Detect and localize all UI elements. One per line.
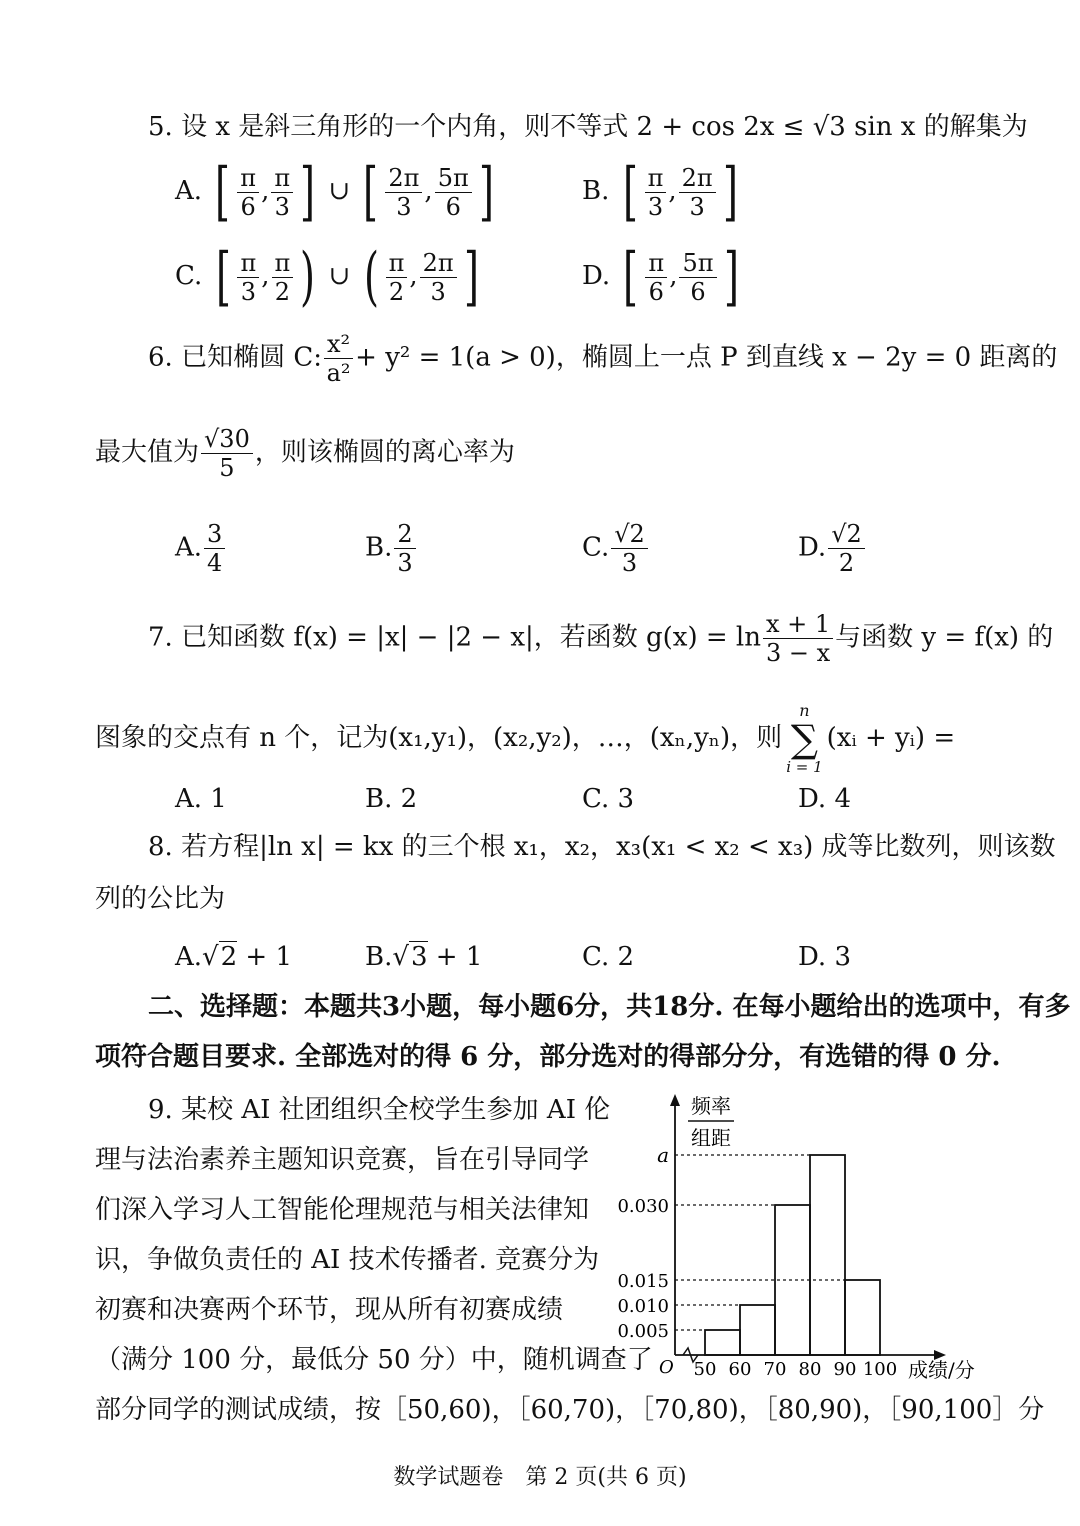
histogram-bar bbox=[775, 1205, 810, 1355]
page-footer: 数学试题卷 第 2 页(共 6 页) bbox=[393, 1465, 687, 1490]
q6-option-b: B. $\frac{2}{3}$ bbox=[365, 520, 418, 577]
x-axis-label: 成绩/分 bbox=[908, 1358, 975, 1382]
x-tick-label: 90 bbox=[833, 1359, 857, 1380]
y-axis-label-bottom: 组距 bbox=[691, 1126, 731, 1150]
x-tick-label: 80 bbox=[798, 1359, 822, 1380]
histogram-bar bbox=[740, 1305, 775, 1355]
q9-line-7: 部分同学的测试成绩，按［50,60)，［60,70)，［70,80)，［80,90)，［90,100］分 bbox=[95, 1395, 1045, 1425]
q8-option-b: B.√3 + 1 bbox=[365, 942, 483, 972]
origin-label: O bbox=[659, 1357, 674, 1378]
summation-symbol: n ∑ i = 1 bbox=[786, 701, 823, 776]
q7-option-c: C. 3 bbox=[582, 784, 635, 814]
q7-option-b: B. 2 bbox=[365, 784, 418, 814]
q8-stem: 8. 若方程|ln x| = kx 的三个根 x₁，x₂，x₃(x₁ < x₂ < x₃) 成等比数列，则该数 bbox=[148, 832, 1056, 862]
q7-option-a: A. 1 bbox=[175, 784, 227, 814]
q9-line-2: 理与法治素养主题知识竞赛，旨在引导同学 bbox=[95, 1145, 590, 1175]
q9-line-3: 们深入学习人工智能伦理规范与相关法律知 bbox=[95, 1195, 590, 1225]
x-tick-label: 100 bbox=[862, 1359, 898, 1380]
q8-option-a: A.√2 + 1 bbox=[175, 942, 293, 972]
q6-stem-line2: 最大值为 $\frac{√30}{5}$ ，则该椭圆的离心率为 bbox=[95, 425, 515, 482]
q6-option-c: C. $\frac{√2}{3}$ bbox=[582, 520, 650, 577]
q7-option-d: D. 4 bbox=[798, 784, 851, 814]
x-tick-label: 70 bbox=[763, 1359, 787, 1380]
frequency-histogram bbox=[610, 1085, 990, 1395]
y-axis-arrow-icon bbox=[670, 1094, 680, 1106]
section2-heading: 二、选择题：本题共3小题，每小题6分，共18分. 在每小题给出的选项中，有多 bbox=[148, 992, 1071, 1022]
q6-option-d: D. $\frac{√2}{2}$ bbox=[798, 520, 867, 577]
q8-option-c: C. 2 bbox=[582, 942, 635, 972]
q5-option-c: C. [ $\frac{\pi}{3}$ , $\frac{\pi}{2}$ ) ∪ ( $\frac{\pi}{2}$ , $\frac{2\pi}{3}$ ] bbox=[175, 240, 479, 314]
q5-option-a: A. [ $\frac{\pi}{6}$ , $\frac{\pi}{3}$ ] ∪ [ $\frac{2\pi}{3}$ , $\frac{5\pi}{6}$ ] bbox=[175, 155, 494, 229]
q7-stem: 7. 已知函数 f(x) = |x| − |2 − x|，若函数 g(x) = ln $\frac{x + 1}{3 - x}$ 与函数 y = f(x) 的 bbox=[148, 610, 1054, 667]
histogram-bar bbox=[705, 1330, 740, 1355]
section2-instructions: 项符合题目要求. 全部选对的得 6 分，部分选对的得部分分，有选错的得 0 分. bbox=[95, 1042, 1001, 1072]
q9-line-6: （满分 100 分，最低分 50 分）中，随机调查了 bbox=[95, 1345, 653, 1375]
q9-line-4: 识，争做负责任的 AI 技术传播者. 竞赛分为 bbox=[95, 1245, 600, 1275]
q5-option-b: B. [ $\frac{\pi}{3}$ , $\frac{2\pi}{3}$ ] bbox=[582, 155, 738, 229]
histogram-bar bbox=[810, 1155, 845, 1355]
y-tick-label: 0.005 bbox=[617, 1321, 669, 1342]
q9-line-5: 初赛和决赛两个环节，现从所有初赛成绩 bbox=[95, 1295, 564, 1325]
q9-line-1: 9. 某校 AI 社团组织全校学生参加 AI 伦 bbox=[148, 1095, 611, 1125]
y-tick-label: 0.010 bbox=[617, 1296, 669, 1317]
x-tick-label: 50 bbox=[693, 1359, 717, 1380]
x-tick-label: 60 bbox=[728, 1359, 752, 1380]
y-tick-label: 0.015 bbox=[617, 1271, 669, 1292]
histogram-bar bbox=[845, 1280, 880, 1355]
y-axis-label-top: 频率 bbox=[691, 1094, 731, 1118]
q7-stem-line2: 图象的交点有 n 个，记为(x₁,y₁)，(x₂,y₂)，…，(xₙ,yₙ)，则 n ∑ i = 1 (xᵢ + yᵢ) = bbox=[95, 701, 956, 776]
q8-option-d: D. 3 bbox=[798, 942, 851, 972]
y-tick-label: a bbox=[657, 1143, 669, 1167]
q6-stem: 6. 已知椭圆 C: $\frac{\text{x²}}{\text{a²}}$ + y² = 1(a > 0)，椭圆上一点 P 到直线 x − 2y = 0 距离的 bbox=[148, 330, 1058, 387]
q8-stem-line2: 列的公比为 bbox=[95, 884, 226, 914]
q5-stem: 5. 设 x 是斜三角形的一个内角，则不等式 2 + cos 2x ≤ √3 sin x 的解集为 bbox=[148, 112, 1028, 142]
q5-option-d: D. [ $\frac{\pi}{6}$ , $\frac{5\pi}{6}$ ] bbox=[582, 240, 739, 314]
y-tick-label: 0.030 bbox=[617, 1196, 669, 1217]
q6-option-a: A. $\frac{3}{4}$ bbox=[175, 520, 227, 577]
